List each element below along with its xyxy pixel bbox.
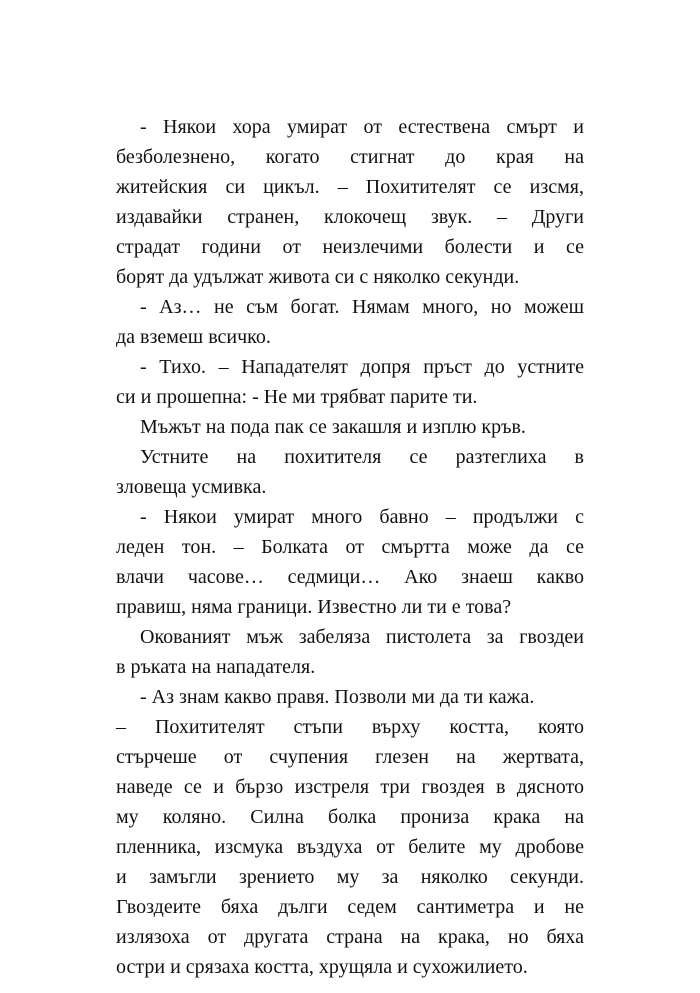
text-line: - Аз знам какво правя. Позволи ми да ти кажа. xyxy=(140,686,535,708)
text-line: зловеща усмивка. xyxy=(116,476,267,498)
text-line: - Някои хора умират от естествена смърт и xyxy=(140,116,584,138)
text-line: страдат години от неизлечими болести и се xyxy=(116,236,584,258)
text-line: си и прошепна: - Не ми трябват парите ти. xyxy=(116,386,478,408)
text-line: да вземеш всичко. xyxy=(116,326,271,348)
text-line: излязоха от другата страна на крака, но бяха xyxy=(116,926,584,948)
text-line: издавайки странен, клокочещ звук. – Други xyxy=(116,206,584,228)
text-line: леден тон. – Болката от смъртта може да се xyxy=(116,536,584,558)
text-line: - Някои умират много бавно – продължи с xyxy=(140,506,584,528)
text-line: правиш, няма граници. Известно ли ти е това? xyxy=(116,596,512,618)
text-line: - Тихо. – Нападателят допря пръст до устните xyxy=(140,356,584,378)
text-line: Устните на похитителя се разтеглиха в xyxy=(140,446,584,468)
text-line: наведе се и бързо изстреля три гвоздея в дясното xyxy=(116,776,584,798)
text-line: му коляно. Силна болка прониза крака на xyxy=(116,806,584,828)
text-line: борят да удължат живота си с няколко секунди. xyxy=(116,266,520,288)
text-line: стърчеше от счупения глезен на жертвата, xyxy=(116,746,584,768)
text-line: – Похитителят стъпи върху костта, която xyxy=(116,716,584,738)
text-line: пленника, изсмука въздуха от белите му дробове xyxy=(116,836,584,858)
text-line: Мъжът на пода пак се закашля и изплю кръв. xyxy=(140,416,526,438)
text-line: остри и срязаха костта, хрущяла и сухожилието. xyxy=(116,956,528,978)
text-line: в ръката на нападателя. xyxy=(116,656,316,678)
text-line: и замъгли зрението му за няколко секунди. xyxy=(116,866,584,888)
text-line: - Аз… не съм богат. Нямам много, но можеш xyxy=(140,296,584,318)
text-line: житейския си цикъл. – Похитителят се изсмя, xyxy=(116,176,584,198)
text-line: Окованият мъж забеляза пистолета за гвоздеи xyxy=(140,626,584,648)
text-line: безболезнено, когато стигнат до края на xyxy=(116,146,584,168)
document-page xyxy=(116,112,584,982)
text-line: влачи часове… седмици… Ако знаеш какво xyxy=(116,566,584,588)
text-line: Гвоздеите бяха дълги седем сантиметра и не xyxy=(116,896,584,918)
